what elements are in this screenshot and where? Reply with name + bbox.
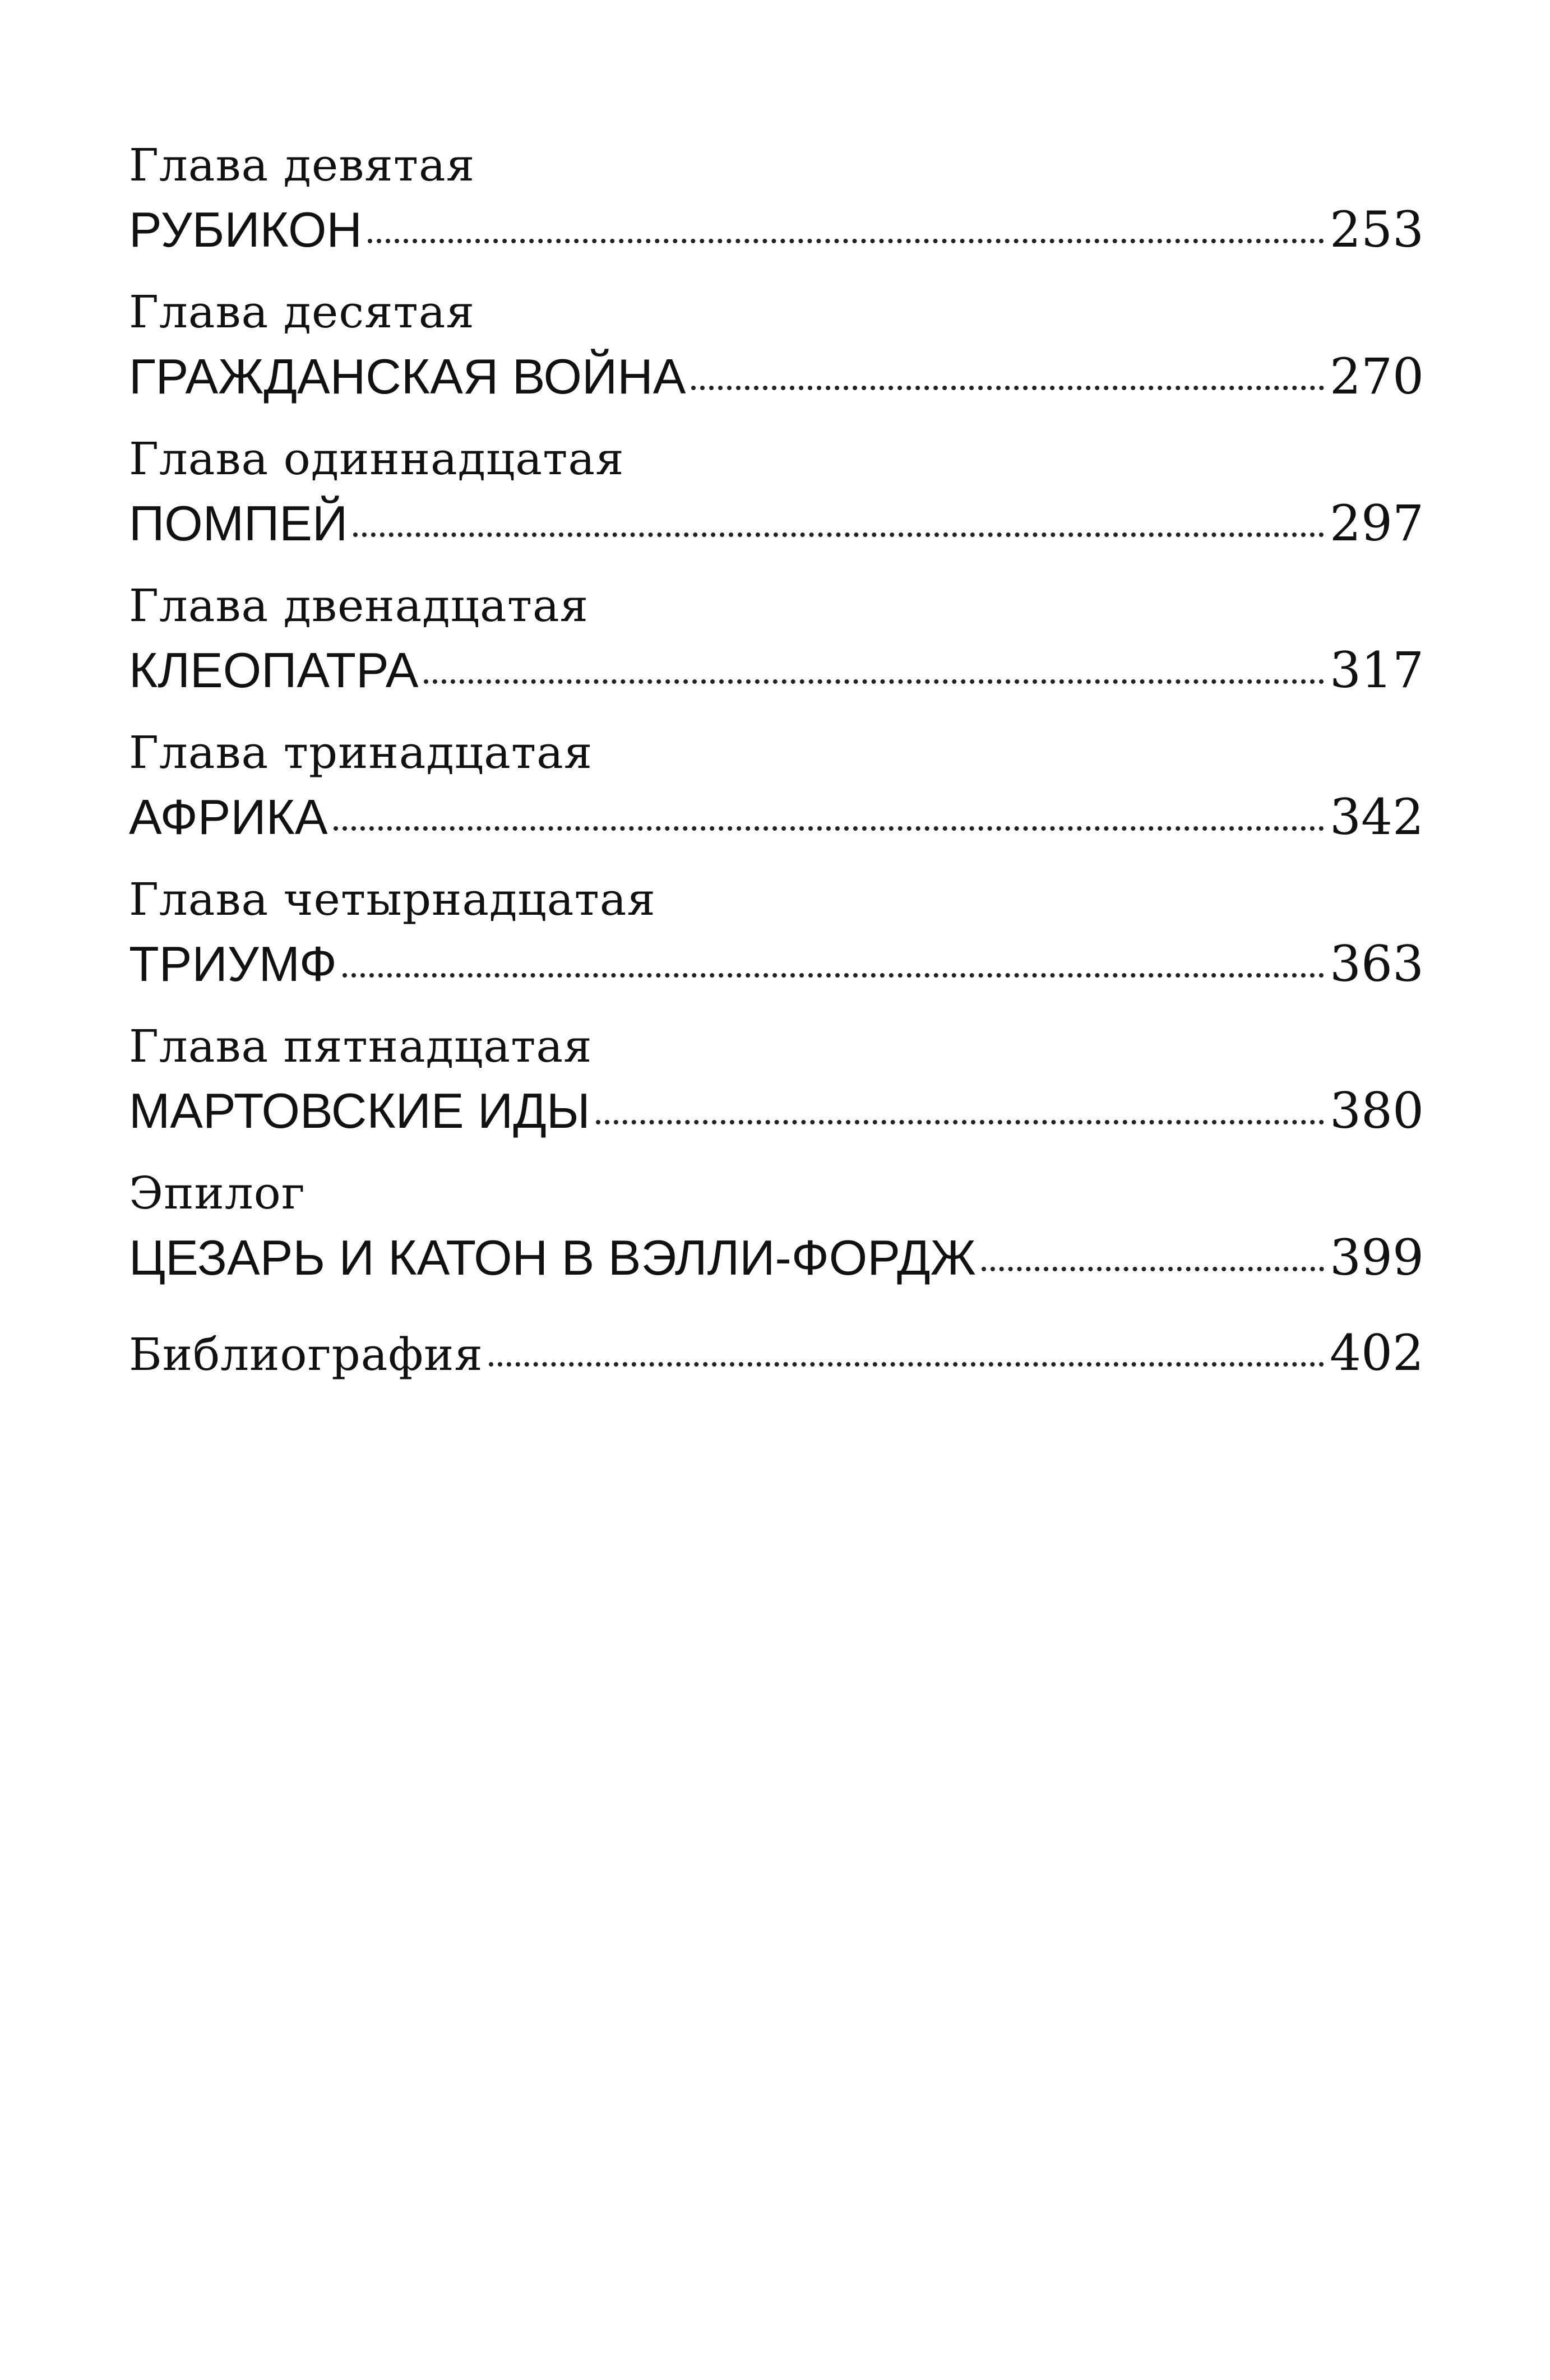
toc-title-line[interactable] <box>129 343 1424 410</box>
toc-title-line[interactable] <box>129 637 1424 704</box>
toc-title-line[interactable] <box>129 196 1424 263</box>
toc-title-line[interactable] <box>129 784 1424 851</box>
page-number: 270 <box>1330 348 1424 405</box>
toc-title-line[interactable] <box>129 1224 1424 1291</box>
toc-title-line[interactable] <box>129 1319 1424 1388</box>
toc-entry-chapter-13 <box>129 722 1424 851</box>
page-number: 363 <box>1330 935 1424 993</box>
chapter-title: ГРАЖДАНСКАЯ ВОЙНА <box>129 349 686 404</box>
page-number: 342 <box>1330 788 1424 846</box>
toc-entry-chapter-14 <box>129 869 1424 998</box>
table-of-contents <box>129 135 1424 1406</box>
dot-leader <box>596 1120 1324 1124</box>
chapter-title: МАРТОВСКИЕ ИДЫ <box>129 1083 590 1138</box>
chapter-label: Глава десятая <box>129 286 475 338</box>
dot-leader <box>343 973 1324 978</box>
chapter-title: ТРИУМФ <box>129 936 337 992</box>
dot-leader <box>691 386 1324 390</box>
page-number: 402 <box>1330 1324 1424 1382</box>
chapter-label: Глава тринадцатая <box>129 726 593 779</box>
chapter-title: КЛЕОПАТРА <box>129 642 419 698</box>
chapter-title: ЦЕЗАРЬ И КАТОН В ВЭЛЛИ-ФОРДЖ <box>129 1230 976 1285</box>
toc-title-line[interactable] <box>129 930 1424 998</box>
chapter-title: ПОМПЕЙ <box>129 496 348 551</box>
page-number: 297 <box>1330 494 1424 552</box>
dot-leader <box>982 1267 1324 1271</box>
toc-entry-epilogue <box>129 1163 1424 1291</box>
chapter-label: Глава девятая <box>129 139 475 191</box>
page-number: 380 <box>1330 1082 1424 1140</box>
dot-leader <box>424 679 1324 684</box>
dot-leader <box>334 826 1324 831</box>
chapter-label: Глава одиннадцатая <box>129 433 624 485</box>
dot-leader <box>489 1362 1324 1367</box>
toc-entry-chapter-15 <box>129 1016 1424 1145</box>
dot-leader <box>353 533 1324 537</box>
toc-entry-bibliography <box>129 1319 1424 1388</box>
page-number: 317 <box>1330 641 1424 699</box>
page-number: 253 <box>1330 201 1424 258</box>
dot-leader <box>368 239 1324 243</box>
toc-entry-chapter-10 <box>129 281 1424 410</box>
toc-entry-chapter-9 <box>129 135 1424 263</box>
chapter-label: Глава двенадцатая <box>129 580 589 632</box>
chapter-label: Эпилог <box>129 1167 306 1219</box>
toc-title-line[interactable] <box>129 490 1424 557</box>
chapter-label: Глава четырнадцатая <box>129 873 656 925</box>
chapter-title: РУБИКОН <box>129 202 362 257</box>
page-number: 399 <box>1330 1229 1424 1286</box>
toc-entry-chapter-12 <box>129 575 1424 704</box>
chapter-label: Глава пятнадцатая <box>129 1020 593 1072</box>
toc-title-line[interactable] <box>129 1077 1424 1145</box>
toc-entry-chapter-11 <box>129 428 1424 557</box>
chapter-title: АФРИКА <box>129 789 328 845</box>
bibliography-title: Библиография <box>129 1328 483 1381</box>
